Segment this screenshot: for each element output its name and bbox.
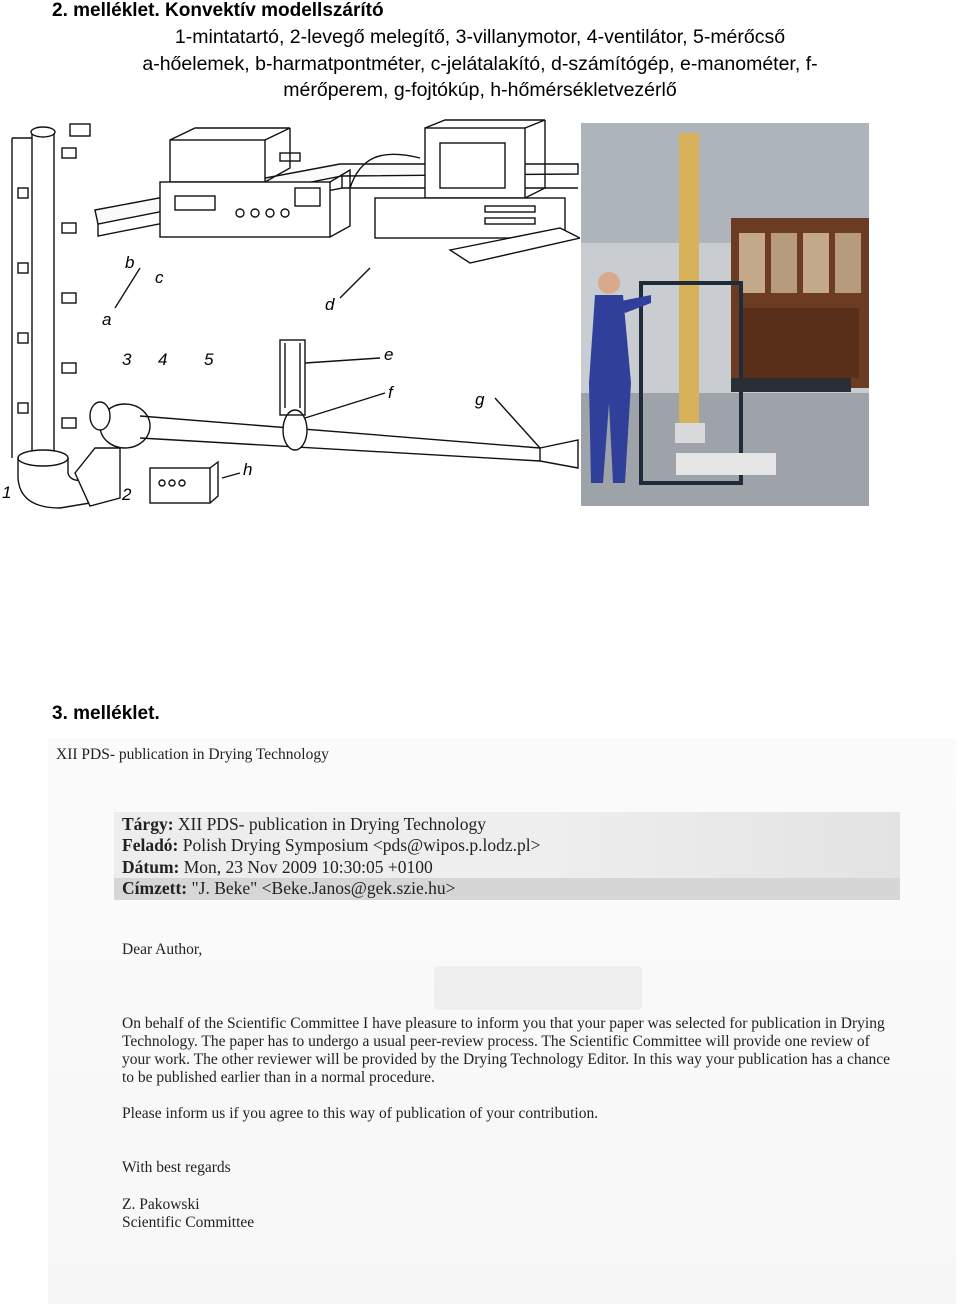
field-value: Polish Drying Symposium <pds@wipos.p.lodz.pl>: [178, 835, 541, 855]
annex-3-title: 3. melléklet.: [52, 703, 160, 724]
field-value: "J. Beke" <Beke.Janos@gek.szie.hu>: [187, 878, 456, 898]
caption-line-2: a-hőelemek, b-harmatpontméter, c-jelátalakító, d-számítógép, e-manométer, f-: [142, 53, 818, 75]
email-greeting: Dear Author,: [122, 941, 203, 958]
wooden-cabinets: [731, 218, 869, 388]
diagram-label-1: 1: [2, 483, 12, 502]
annex-2-title: 2. melléklet. Konvektív modellszárító: [52, 0, 384, 21]
diagram-label-g: g: [475, 390, 485, 409]
field-recipient: [122, 878, 455, 899]
email-body: [122, 1015, 902, 1087]
email-request: Please inform us if you agree to this way of publication of your contribution.: [122, 1105, 599, 1122]
body-line: to be published earlier than in a normal procedure.: [122, 1069, 435, 1086]
body-line: Technology. The paper has to undergo a usual peer-review process. The Scientific Committee will provide one review of: [122, 1033, 870, 1050]
field-value: XII PDS- publication in Drying Technology: [173, 814, 486, 834]
field-subject: [122, 814, 486, 835]
diagram-label-a: a: [102, 310, 112, 329]
body-line: your work. The other reviewer will be provided by the Drying Technology Editor. In this way your publication has a chance: [122, 1051, 890, 1068]
field-value: Mon, 23 Nov 2009 10:30:05 +0100: [179, 857, 433, 877]
field-label: Címzett:: [122, 878, 188, 898]
scanned-email: [48, 738, 956, 1304]
body-line: On behalf of the Scientific Committee I have pleasure to inform you that your paper was selected for publication in Drying: [122, 1015, 885, 1032]
diagram-label-f: f: [388, 383, 393, 402]
field-label: Tárgy:: [122, 814, 174, 834]
email-print-header: XII PDS- publication in Drying Technology: [56, 746, 329, 763]
field-date: [122, 857, 433, 878]
diagram-label-e: e: [384, 345, 394, 364]
caption-line-3: mérőperem, g-fojtókúp, h-hőmérsékletvezérlő: [283, 79, 677, 101]
email-header-block: [114, 812, 900, 900]
diagram-label-c: c: [155, 268, 164, 287]
diagram-label-4: 4: [158, 350, 168, 369]
field-label: Dátum:: [122, 857, 180, 877]
signature-role: Scientific Committee: [122, 1214, 255, 1231]
diagram-label-d: d: [325, 295, 335, 314]
scan-blemish: [434, 966, 642, 1010]
laboratory-photo: [581, 123, 869, 506]
diagram-label-3: 3: [122, 350, 132, 369]
signature-name: Z. Pakowski: [122, 1196, 200, 1213]
email-closing: With best regards: [122, 1159, 231, 1176]
field-sender: [122, 835, 540, 856]
diagram-label-b: b: [125, 253, 135, 272]
field-label: Feladó:: [122, 835, 179, 855]
diagram-label-5: 5: [204, 350, 214, 369]
caption-line-1: 1-mintatartó, 2-levegő melegítő, 3-villanymotor, 4-ventilátor, 5-mérőcső: [174, 26, 786, 48]
diagram-label-2: 2: [122, 485, 132, 504]
diagram-label-h: h: [243, 460, 253, 479]
dryer-schematic-drawing: [0, 118, 580, 513]
